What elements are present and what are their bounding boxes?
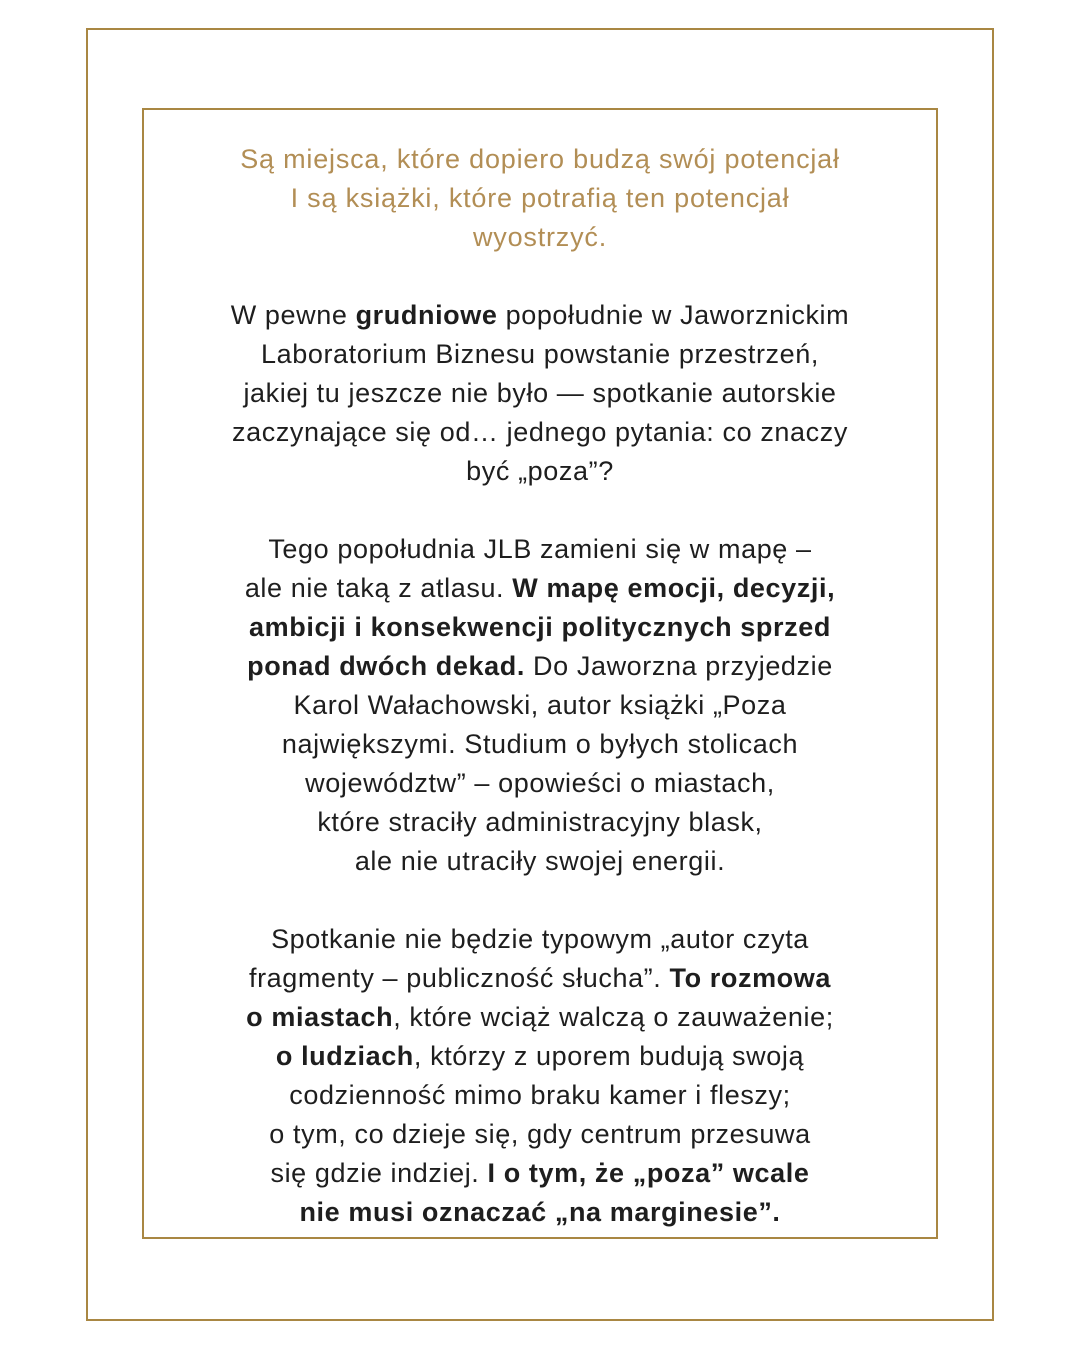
bold-text-segment: I o tym, że „poza” wcale [487,1158,810,1188]
text-line [158,764,922,803]
text-line [158,1076,922,1115]
paragraph [158,530,922,881]
text-segment: , które wciąż walczą o zauważenie; [393,1002,834,1032]
heading-line: I są książki, które potrafią ten potencjał [290,183,790,213]
text-line [158,842,922,881]
text-line [158,998,922,1037]
text-segment: Do Jaworzna przyjedzie [524,651,833,681]
text-segment: fragmenty – publiczność słucha”. [248,963,670,993]
text-segment: być „poza”? [466,456,614,486]
text-line [158,569,922,608]
heading-line: Są miejsca, które dopiero budzą swój potencjał [240,144,840,174]
text-line [158,296,922,335]
text-segment: Laboratorium Biznesu powstanie przestrzeń, [261,339,819,369]
text-segment: się gdzie indziej. [270,1158,488,1188]
text-line [158,725,922,764]
bold-text-segment: ambicji i konsekwencji politycznych sprzed [249,612,831,642]
text-line [158,1154,922,1193]
bold-text-segment: o miastach [246,1002,394,1032]
text-segment: W pewne [230,300,356,330]
text-line [158,803,922,842]
text-line [158,920,922,959]
text-segment: które straciły administracyjny blask, [317,807,763,837]
text-segment: województw” – opowieści o miastach, [305,768,775,798]
text-segment: ale nie taką z atlasu. [244,573,513,603]
paragraphs [158,296,922,1232]
text-line [158,1193,922,1232]
bold-text-segment: W mapę emocji, decyzji, [512,573,836,603]
text-line [158,413,922,452]
bold-text-segment: grudniowe [355,300,498,330]
text-segment: popołudnie w Jaworznickim [497,300,850,330]
text-segment: Karol Wałachowski, autor książki „Poza [293,690,787,720]
text-segment: ale nie utraciły swojej energii. [354,846,726,876]
text-segment: o tym, co dzieje się, gdy centrum przesuwa [269,1119,811,1149]
inner-gold-frame [142,108,938,1239]
text-segment: codzienność mimo braku kamer i fleszy; [289,1080,791,1110]
text-segment: największymi. Studium o byłych stolicach [281,729,799,759]
bold-text-segment: o ludziach [275,1041,414,1071]
text-segment: Spotkanie nie będzie typowym „autor czyta [271,924,809,954]
bold-text-segment: To rozmowa [669,963,831,993]
text-line [158,374,922,413]
text-line [158,647,922,686]
bold-text-segment: ponad dwóch dekad. [247,651,525,681]
text-line [158,608,922,647]
text-line [158,1115,922,1154]
text-line [158,452,922,491]
text-line [158,335,922,374]
bold-text-segment: nie musi oznaczać „na marginesie”. [299,1197,781,1227]
paragraph [158,920,922,1232]
text-content [144,110,936,1237]
outer-gold-frame [86,28,994,1321]
heading [158,140,922,257]
heading-line: wyostrzyć. [472,222,607,252]
paragraph [158,296,922,491]
text-segment: jakiej tu jeszcze nie było — spotkanie autorskie [243,378,837,408]
text-segment: zaczynające się od… jednego pytania: co znaczy [232,417,848,447]
text-line [158,530,922,569]
text-line [158,1037,922,1076]
text-segment: , którzy z uporem budują swoją [413,1041,805,1071]
text-line [158,686,922,725]
text-segment: Tego popołudnia JLB zamieni się w mapę – [268,534,812,564]
text-line [158,959,922,998]
